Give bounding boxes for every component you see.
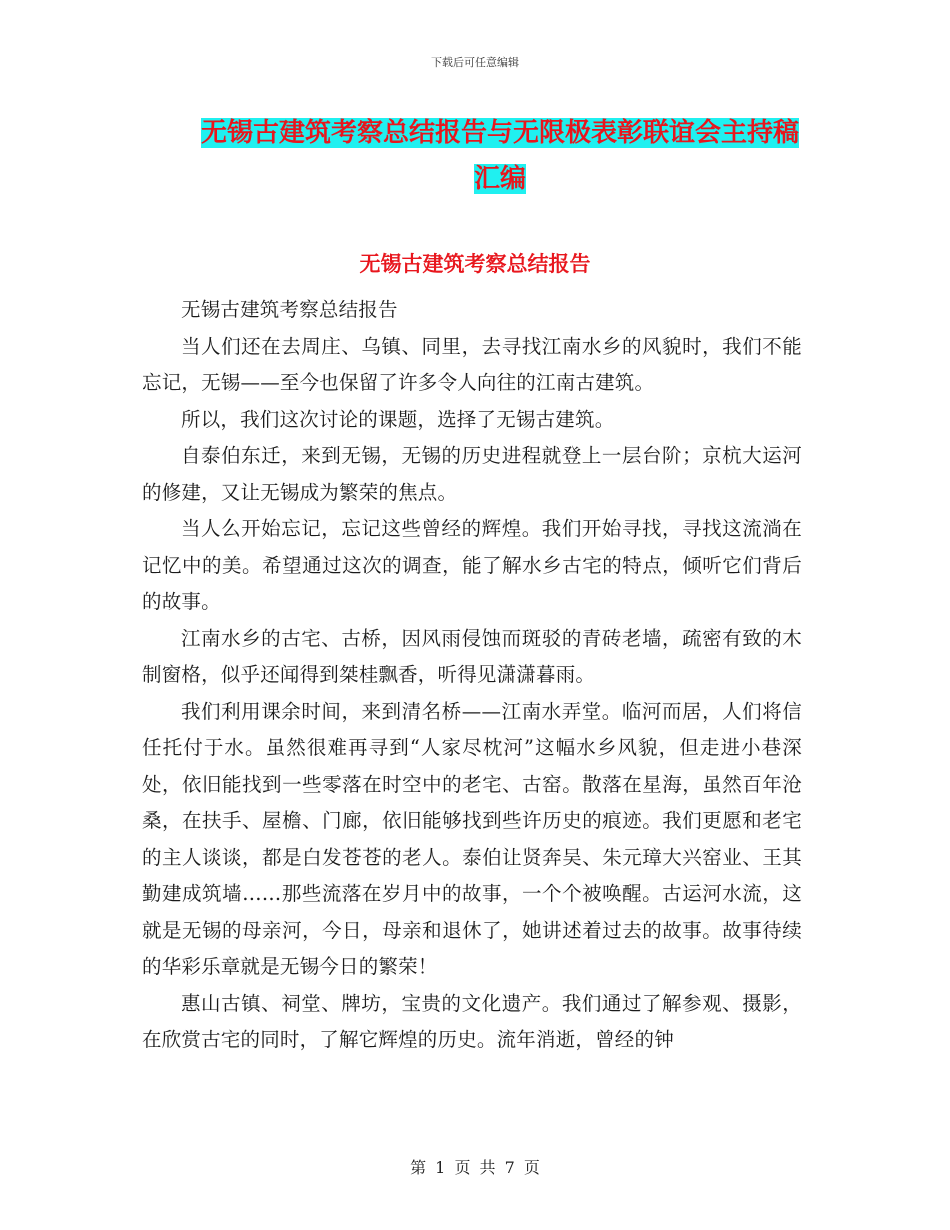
page-footer: 第 1 页 共 7 页 [410, 1158, 540, 1177]
paragraph: 江南水乡的古宅、古桥，因风雨侵蚀而斑驳的青砖老墙，疏密有致的木制窗格，似乎还闻得到桀桂飘香，听得见潇潇暮雨。 [142, 626, 802, 686]
paragraph: 所以，我们这次讨论的课题，选择了无锡古建筑。 [181, 407, 615, 431]
document-title [190, 110, 810, 202]
document-title-text: 无锡古建筑考察总结报告与无限极表彰联谊会主持稿汇编 [200, 118, 799, 194]
document-body [142, 292, 802, 1059]
paragraph: 当人们还在去周庄、乌镇、同里，去寻找江南水乡的风貌时，我们不能忘记，无锡——至今也保留了许多令人向往的江南古建筑。 [142, 334, 802, 394]
paragraph: 无锡古建筑考察总结报告 [181, 298, 398, 321]
paragraph: 当人么开始忘记，忘记这些曾经的辉煌。我们开始寻找，寻找这流淌在记忆中的美。希望通过这次的调查，能了解水乡古宅的特点，倾听它们背后的故事。 [142, 517, 802, 613]
header-note: 下载后可任意编辑 [431, 56, 519, 69]
paragraph: 我们利用课余时间，来到清名桥——江南水弄堂。临河而居，人们将信任托付于水。虽然很难再寻到“人家尽枕河”这幅水乡风貌，但走进小巷深处，依旧能找到一些零落在时空中的老宅、古窑。散落在星海，虽然百年沧桑，在扶手、屋檐、门廊，依旧能够找到些许历史的痕迹。我们更愿和老宅的主人谈谈，都是白发苍苍的老人。泰伯让贤奔吴、朱元璋大兴窑业、王其勤建成筑墙……那些流落在岁月中的故事，一个个被唤醒。古运河水流，这就是无锡的母亲河，今日，母亲和退休了，她讲述着过去的故事。故事待续的华彩乐章就是无锡今日的繁荣！ [142, 699, 802, 978]
paragraph: 自泰伯东迁，来到无锡，无锡的历史进程就登上一层台阶；京杭大运河的修建，又让无锡成为繁荣的焦点。 [142, 444, 802, 504]
paragraph: 惠山古镇、祠堂、牌坊，宝贵的文化遗产。我们通过了解参观、摄影，在欣赏古宅的同时，了解它辉煌的历史。流年消逝，曾经的钟 [142, 991, 802, 1051]
section-heading: 无锡古建筑考察总结报告 [359, 252, 591, 276]
